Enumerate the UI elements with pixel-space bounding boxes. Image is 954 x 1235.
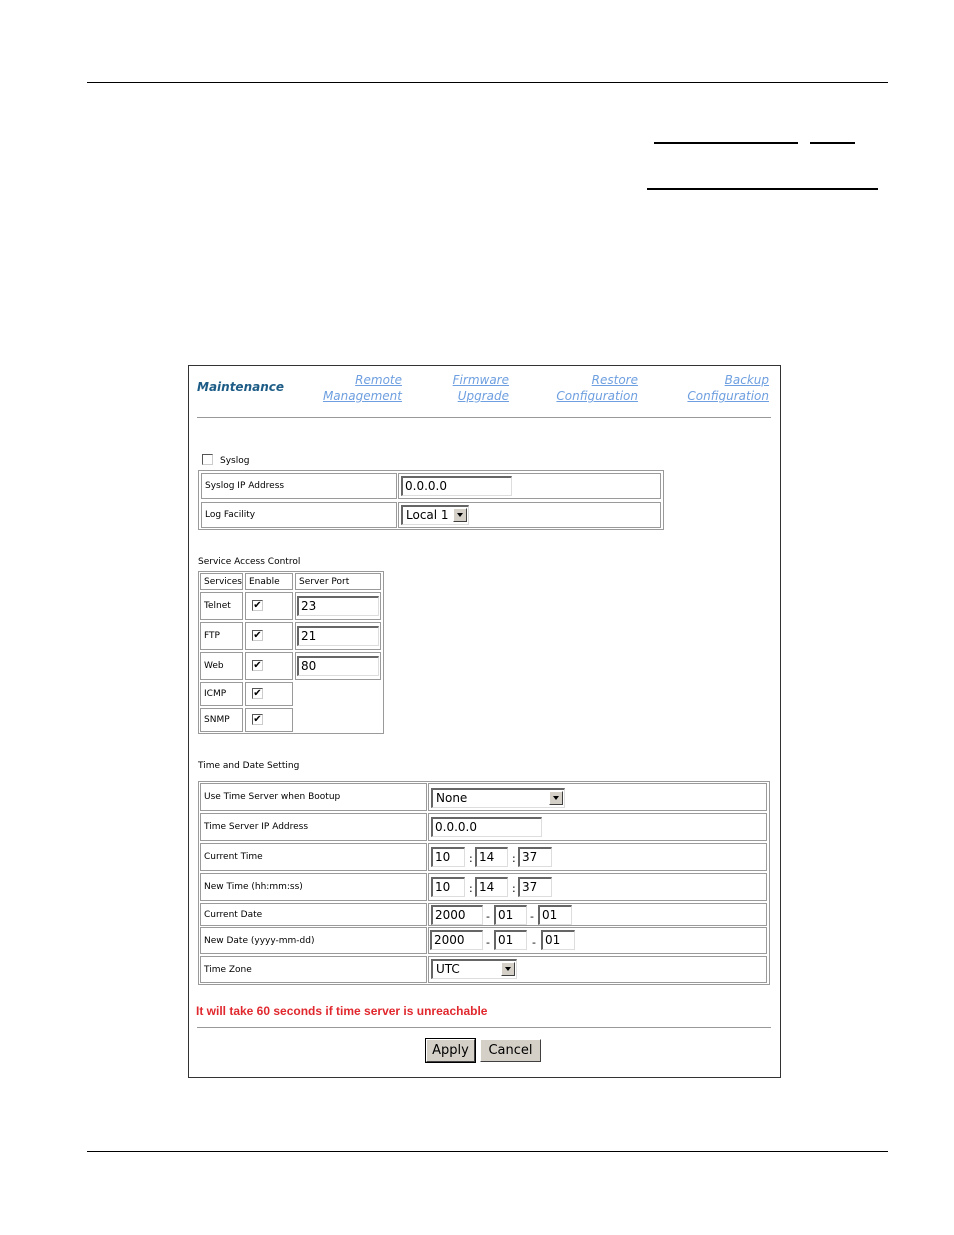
log-facility-value: Local 1 [406, 508, 449, 522]
time-server-select[interactable] [431, 788, 565, 808]
current-date-dd-input[interactable]: 01 [538, 905, 572, 925]
tab-restore-configuration-line2: Configuration [556, 389, 638, 403]
time-server-label-cell [200, 783, 427, 811]
time-server-ip-input[interactable]: 0.0.0.0 [431, 817, 542, 837]
chevron-down-icon [549, 791, 563, 805]
server-ip-value-cell [428, 813, 767, 841]
tab-remote-management[interactable] [323, 372, 402, 404]
current-date-sep-1: - [486, 910, 490, 923]
time-zone-label: Time Zone [204, 964, 252, 975]
service-web-label-cell [200, 652, 243, 680]
service-snmp-label-cell [200, 708, 243, 732]
new-date-value-cell [428, 927, 767, 954]
server-ip-label-cell [200, 813, 427, 841]
new-time-mm-input[interactable]: 14 [475, 877, 508, 897]
new-time-value-cell [428, 873, 767, 901]
web-enable-checkbox[interactable]: ✔ [253, 660, 262, 671]
log-facility-label: Log Facility [205, 510, 256, 520]
new-date-sep-1: - [486, 936, 490, 949]
log-facility-value-cell [398, 502, 661, 528]
nav-divider [197, 417, 771, 418]
icmp-enable-checkbox[interactable]: ✔ [253, 688, 262, 699]
server-ip-label: Time Server IP Address [204, 822, 309, 832]
col-header-server-port [295, 573, 381, 590]
current-time-sep-1: : [469, 852, 473, 865]
log-facility-select[interactable] [401, 505, 469, 525]
telnet-port-input[interactable]: 23 [297, 596, 379, 616]
service-icmp-label-cell [200, 682, 243, 706]
new-time-hh-input[interactable]: 10 [431, 877, 465, 897]
new-date-dd-input[interactable]: 01 [541, 930, 575, 950]
maintenance-screen [188, 365, 781, 1078]
heading-underline-2 [647, 188, 878, 190]
tab-remote-management-line2: Management [322, 389, 402, 403]
service-icmp-enable-cell [245, 682, 293, 706]
service-access-heading: Service Access Control [198, 557, 301, 567]
col-header-server-port-text: Server Port [299, 576, 350, 587]
tab-restore-configuration[interactable] [556, 372, 638, 404]
current-date-value-cell [428, 903, 767, 926]
current-date-label-cell [200, 903, 427, 926]
chevron-down-icon [453, 508, 467, 522]
current-date-mm-input[interactable]: 01 [494, 905, 527, 925]
apply-button[interactable]: Apply [426, 1039, 475, 1062]
new-date-label-cell [200, 927, 427, 954]
service-ftp-label: FTP [204, 631, 220, 641]
new-date-label: New Date (yyyy-mm-dd) [204, 935, 315, 946]
current-date-yyyy-input[interactable]: 2000 [431, 905, 483, 925]
service-ftp-label-cell [200, 622, 243, 650]
bottom-divider [197, 1027, 771, 1028]
service-telnet-enable-cell [245, 592, 293, 620]
page-title: Maintenance [197, 380, 285, 394]
tab-firmware-upgrade[interactable] [453, 372, 509, 404]
footer-rule [87, 1151, 888, 1152]
log-facility-label-cell [201, 502, 397, 528]
service-web-port-cell [295, 652, 381, 680]
tab-firmware-upgrade-line1: Firmware [452, 373, 509, 387]
tab-backup-configuration-line2: Configuration [687, 389, 769, 403]
col-header-services [200, 573, 243, 590]
tab-backup-configuration[interactable] [687, 372, 769, 404]
current-date-sep-2: - [530, 910, 534, 923]
service-telnet-label: Telnet [204, 601, 231, 611]
header-rule [87, 82, 888, 83]
time-date-heading: Time and Date Setting [198, 761, 300, 771]
service-telnet-port-cell [295, 592, 381, 620]
new-date-mm-input[interactable]: 01 [494, 930, 527, 950]
col-header-services-text: Services [204, 576, 242, 587]
col-header-enable-text: Enable [249, 576, 280, 587]
ftp-enable-checkbox[interactable]: ✔ [253, 630, 262, 641]
new-time-sep-2: : [512, 882, 516, 895]
service-telnet-label-cell [200, 592, 243, 620]
service-ftp-enable-cell [245, 622, 293, 650]
heading-underline-1b [810, 142, 855, 144]
current-time-mm-input[interactable]: 14 [475, 847, 508, 867]
time-zone-select[interactable] [431, 959, 517, 979]
time-zone-value: UTC [436, 962, 460, 976]
syslog-ip-label-cell [201, 473, 397, 499]
time-zone-value-cell [428, 956, 767, 983]
tab-remote-management-line1: Remote [355, 373, 402, 387]
service-web-enable-cell [245, 652, 293, 680]
syslog-checkbox[interactable] [202, 454, 213, 465]
ftp-port-input[interactable]: 21 [297, 626, 379, 646]
service-icmp-label: ICMP [204, 689, 227, 699]
time-server-value-cell [428, 783, 767, 811]
tab-restore-configuration-line1: Restore [591, 373, 638, 387]
service-ftp-port-cell [295, 622, 381, 650]
syslog-label: Syslog [220, 456, 250, 466]
telnet-enable-checkbox[interactable]: ✔ [253, 600, 262, 611]
new-time-sep-1: : [469, 882, 473, 895]
heading-underline-1a [654, 142, 798, 144]
new-date-yyyy-input[interactable]: 2000 [430, 930, 483, 950]
new-date-sep-2: - [532, 936, 536, 949]
syslog-ip-value-cell [398, 473, 661, 499]
web-port-input[interactable]: 80 [297, 656, 379, 676]
cancel-button[interactable]: Cancel [480, 1039, 541, 1062]
service-snmp-label: SNMP [204, 715, 230, 725]
syslog-ip-input[interactable]: 0.0.0.0 [401, 476, 512, 496]
syslog-ip-label: Syslog IP Address [205, 481, 285, 491]
new-time-label-cell [200, 873, 427, 901]
chevron-down-icon [501, 962, 515, 976]
time-server-label: Use Time Server when Bootup [204, 792, 341, 802]
current-time-ss-input[interactable]: 37 [518, 847, 552, 867]
current-time-value-cell [428, 843, 767, 871]
new-time-ss-input[interactable]: 37 [518, 877, 552, 897]
current-time-sep-2: : [512, 852, 516, 865]
current-time-label-cell [200, 843, 427, 871]
time-server-value: None [436, 791, 468, 805]
time-zone-label-cell [200, 956, 427, 983]
tab-firmware-upgrade-line2: Upgrade [457, 389, 509, 403]
tab-backup-configuration-line1: Backup [724, 373, 769, 387]
current-time-label: Current Time [204, 852, 263, 862]
service-snmp-enable-cell [245, 708, 293, 732]
service-web-label: Web [204, 661, 224, 671]
time-server-warning: It will take 60 seconds if time server is unreachable [196, 1004, 488, 1018]
new-time-label: New Time (hh:mm:ss) [204, 882, 303, 892]
snmp-enable-checkbox[interactable]: ✔ [253, 714, 262, 725]
col-header-enable [245, 573, 293, 590]
current-date-label: Current Date [204, 909, 263, 920]
current-time-hh-input[interactable]: 10 [431, 847, 465, 867]
